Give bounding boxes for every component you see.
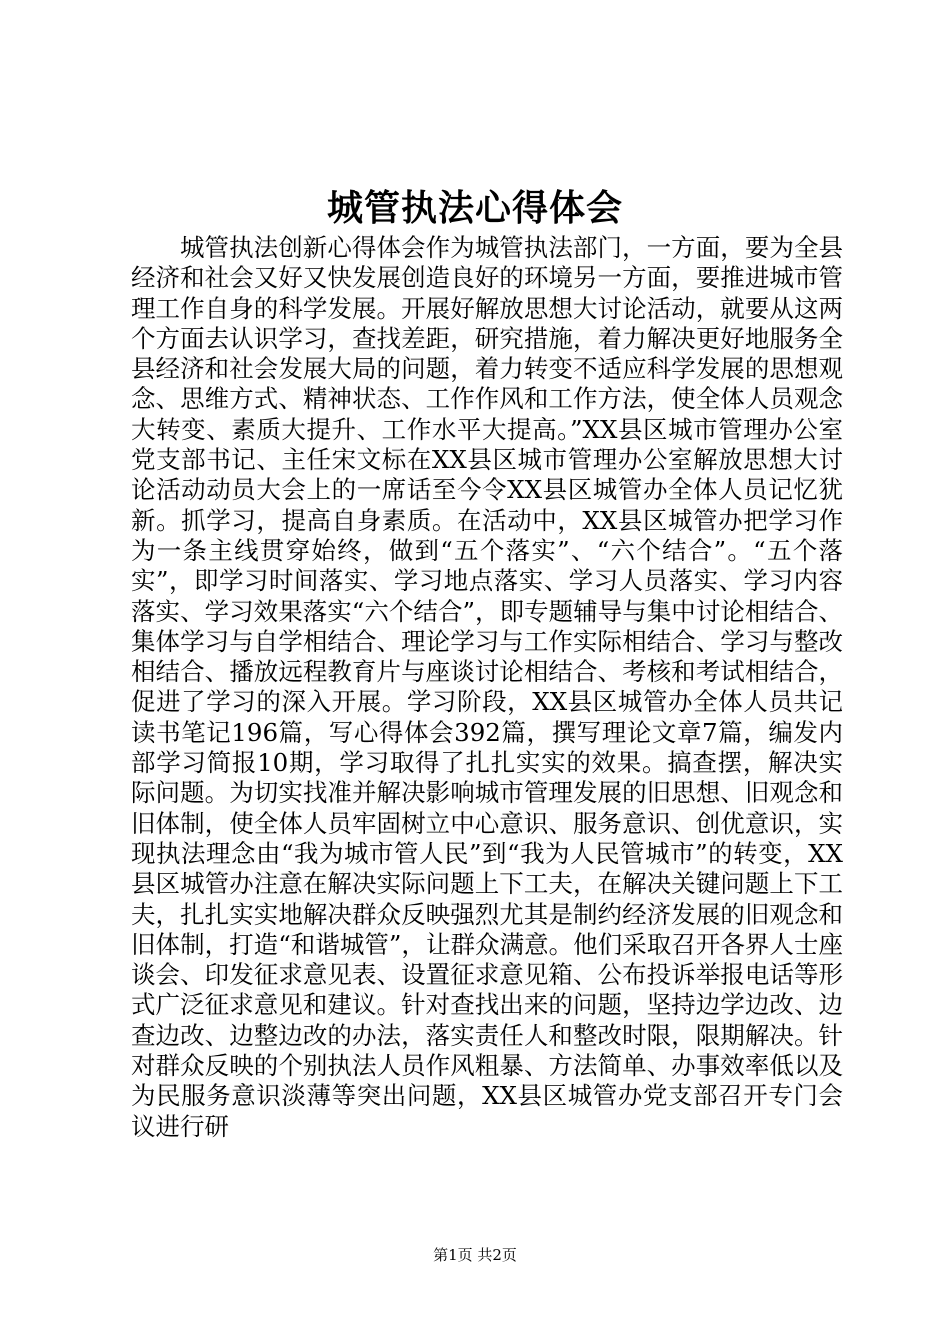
- page-title: 城管执法心得体会: [326, 187, 623, 229]
- page-number: 第1页 共2页: [433, 1246, 517, 1264]
- body-paragraph: 城管执法创新心得体会作为城管执法部门，一方面，要为全县经济和社会又好又快发展创造良好的环境另一方面，要推进城市管理工作自身的科学发展。开展好解放思想大讨论活动，就要从这两个方面去认识学习，查找差距，研究措施，着力解决更好地服务全县经济和社会发展大局的问题，着力转变不适应科学发展的思想观念、思维方式、精神状态、工作作风和工作方法，使全体人员观念大转变、素质大提升、工作水平大提高。”XX县区城市管理办公室党支部书记、主任宋文标在XX县区城市管理办公室解放思想大讨论活动动员大会上的一席话至今令XX县区城管办全体人员记忆犹新。抓学习，提高自身素质。在活动中，XX县区城管办把学习作为一条主线贯穿始终，做到“五个落实”、“六个结合”。“五个落实”，即学习时间落实、学习地点落实、学习人员落实、学习内容落实、学习效果落实“六个结合”，即专题辅导与集中讨论相结合、集体学习与自学相结合、理论学习与工作实际相结合、学习与整改相结合、播放远程教育片与座谈讨论相结合、考核和考试相结合，促进了学习的深入开展。学习阶段，XX县区城管办全体人员共记读书笔记196篇，写心得体会392篇，撰写理论文章7篇，编发内部学习简报10期，学习取得了扎扎实实的效果。搞查摆，解决实际问题。为切实找准并解决影响城市管理发展的旧思想、旧观念和旧体制，使全体人员牢固树立中心意识、服务意识、创优意识，实现执法理念由“我为城市管人民”到“我为人民管城市”的转变，XX县区城管办注意在解决实际问题上下工夫，在解决关键问题上下工夫，扎扎实实地解决群众反映强烈尤其是制约经济发展的旧观念和旧体制，打造“和谐城管”，让群众满意。他们采取召开各界人士座谈会、印发征求意见表、设置征求意见箱、公布投诉举报电话等形式广泛征求意见和建议。针对查找出来的问题，坚持边学边改、边查边改、边整边改的办法，落实责任人和整改时限，限期解决。针对群众反映的个别执法人员作风粗暴、方法简单、办事效率低以及为民服务意识淡薄等突出问题，XX县区城管办党支部召开专门会议进行研: [131, 233, 843, 1141]
